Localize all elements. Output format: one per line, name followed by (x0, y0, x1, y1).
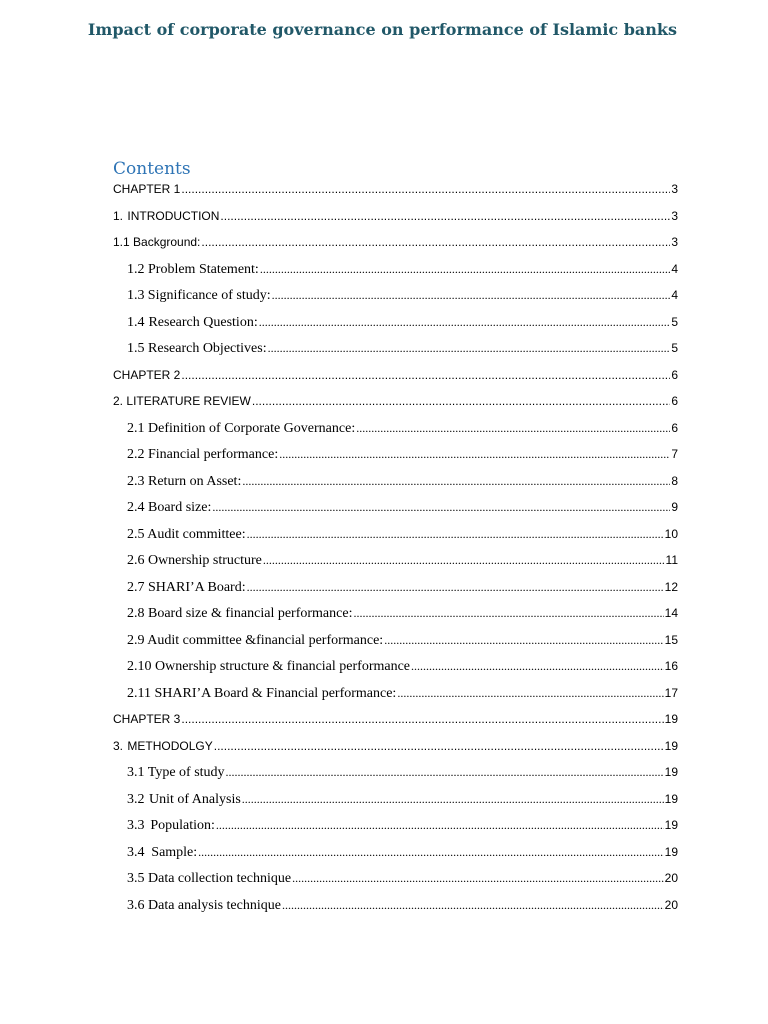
toc-entry-label: Sample: (151, 844, 198, 860)
toc-entry-page-number: 17 (664, 685, 678, 700)
toc-entry[interactable] (113, 182, 678, 202)
toc-entry-number: 1.4 (127, 314, 145, 330)
toc-entry-page-number: 19 (664, 791, 678, 806)
toc-entry[interactable] (113, 447, 678, 467)
dot-leader (272, 288, 671, 304)
toc-entry-label: 2.3 Return on Asset: (127, 473, 242, 489)
toc-entry-label: 2.4 Board size: (127, 500, 212, 515)
toc-entry-number: 3.2 (127, 791, 145, 807)
toc-entry-page-number: 14 (664, 606, 678, 620)
toc-entry-label: Research Objectives: (148, 341, 267, 356)
dot-leader (247, 527, 664, 543)
toc-entry[interactable] (113, 818, 678, 838)
toc-entry-label: 2.1 Definition of Corporate Governance: (127, 420, 356, 436)
dot-leader (247, 580, 664, 596)
toc-entry-label: CHAPTER 3 (113, 712, 181, 726)
toc-entry[interactable] (113, 580, 678, 600)
toc-entry-page-number: 8 (671, 473, 678, 488)
toc-entry[interactable] (113, 315, 678, 335)
toc-entry-page-number: 4 (671, 288, 678, 302)
toc-entry-page-number: 3 (671, 208, 678, 223)
toc-entry-page-number: 7 (671, 447, 678, 461)
toc-entry-label: METHODOLGY (127, 738, 213, 753)
toc-entry-page-number: 3 (671, 182, 678, 196)
dot-leader (242, 792, 664, 808)
toc-entry-page-number: 11 (665, 553, 678, 567)
toc-entry-page-number: 19 (664, 712, 678, 726)
toc-entry-page-number: 5 (671, 314, 678, 329)
dot-leader (201, 235, 670, 249)
toc-entry-page-number: 5 (671, 341, 678, 355)
toc-entry-page-number: 4 (671, 261, 678, 276)
toc-entry[interactable] (113, 871, 678, 891)
toc-entry-number: 3.4 (127, 844, 145, 860)
toc-entry-label: CHAPTER 2 (113, 367, 181, 382)
toc-entry-page-number: 15 (664, 632, 678, 647)
toc-entry[interactable] (113, 739, 678, 759)
toc-entry-page-number: 12 (664, 579, 678, 594)
toc-entry[interactable] (113, 553, 678, 573)
toc-entry-label: 3.5 Data collection technique (127, 871, 292, 886)
toc-entry-label: CHAPTER 1 (113, 182, 181, 196)
dot-leader (397, 686, 663, 702)
toc-entry-label: Unit of Analysis (149, 791, 241, 807)
contents-heading: Contents (113, 159, 191, 179)
dot-leader (259, 315, 671, 331)
toc-entry[interactable] (113, 659, 678, 679)
toc-entry-page-number: 3 (671, 235, 678, 249)
toc-entry-label: LITERATURE REVIEW (126, 394, 251, 408)
dot-leader (279, 447, 670, 463)
toc-entry-page-number: 6 (671, 420, 678, 435)
toc-entry-label: 3.6 Data analysis technique (127, 897, 281, 913)
toc-entry-label: Significance of study: (147, 288, 271, 303)
toc-entry[interactable] (113, 341, 678, 361)
toc-entry-label: 2.11 SHARI’A Board & Financial performance: (127, 685, 397, 701)
toc-entry[interactable] (113, 262, 678, 282)
toc-entry[interactable] (113, 898, 678, 918)
toc-entry-page-number: 19 (664, 765, 678, 779)
dot-leader (198, 845, 663, 861)
toc-entry[interactable] (113, 606, 678, 626)
toc-entry-number: 1.5 (127, 341, 145, 356)
toc-entry[interactable] (113, 394, 678, 414)
toc-entry[interactable] (113, 288, 678, 308)
toc-entry[interactable] (113, 209, 678, 229)
toc-entry-number: 3. (113, 738, 124, 753)
toc-entry-label: 2.9 Audit committee &financial performance: (127, 632, 384, 648)
toc-entry-page-number: 19 (664, 818, 678, 832)
dot-leader (226, 765, 664, 781)
dot-leader (181, 368, 670, 382)
toc-entry[interactable] (113, 527, 678, 547)
toc-entry-page-number: 20 (664, 897, 678, 912)
toc-entry-number: 1.3 (127, 288, 145, 303)
toc-entry-label: INTRODUCTION (127, 208, 220, 223)
dot-leader (181, 182, 670, 196)
toc-entry[interactable] (113, 845, 678, 865)
toc-entry-label: 2.7 SHARI’A Board: (127, 579, 246, 595)
toc-entry-page-number: 16 (664, 659, 678, 673)
toc-entry-page-number: 20 (664, 871, 678, 885)
dot-leader (282, 898, 664, 914)
dot-leader (214, 739, 664, 753)
toc-entry[interactable] (113, 686, 678, 706)
toc-entry[interactable] (113, 474, 678, 494)
toc-entry-label: Research Question: (148, 314, 258, 330)
toc-entry-number: 1. (113, 208, 124, 223)
dot-leader (268, 341, 671, 357)
toc-entry[interactable] (113, 712, 678, 732)
toc-entry[interactable] (113, 765, 678, 785)
dot-leader (292, 871, 664, 887)
dot-leader (411, 659, 664, 675)
dot-leader (353, 606, 663, 622)
dot-leader (260, 262, 670, 278)
toc-entry-label: 2.10 Ownership structure & financial performance (127, 659, 411, 674)
toc-entry-page-number: 19 (664, 738, 678, 753)
dot-leader (252, 394, 670, 408)
dot-leader (181, 712, 663, 726)
dot-leader (263, 553, 665, 569)
toc-entry-label: 2.5 Audit committee: (127, 526, 246, 542)
dot-leader (356, 421, 670, 437)
toc-entry-label: Population: (150, 818, 215, 833)
toc-entry-page-number: 6 (671, 394, 678, 408)
toc-entry-page-number: 10 (664, 526, 678, 541)
dot-leader (216, 818, 664, 834)
toc-entry[interactable] (113, 633, 678, 653)
toc-entry-label: 2.8 Board size & financial performance: (127, 606, 353, 621)
toc-entry-label: 2.2 Financial performance: (127, 447, 279, 462)
toc-entry[interactable] (113, 421, 678, 441)
toc-entry-label: 1.2 Problem Statement: (127, 261, 259, 277)
toc-entry-number: 3.3 (127, 818, 145, 833)
dot-leader (212, 500, 670, 516)
toc-entry[interactable] (113, 792, 678, 812)
toc-entry[interactable] (113, 235, 678, 255)
toc-entry[interactable] (113, 368, 678, 388)
toc-entry[interactable] (113, 500, 678, 520)
toc-entry-page-number: 6 (671, 367, 678, 382)
dot-leader (384, 633, 663, 649)
page-title: Impact of corporate governance on performance of Islamic banks (87, 20, 677, 39)
toc-entry-number: 2. (113, 394, 124, 408)
toc-entry-label: 1.1 Background: (113, 235, 201, 249)
dot-leader (220, 209, 670, 223)
dot-leader (242, 474, 670, 490)
toc-entry-number: 2.6 (127, 553, 145, 568)
toc-entry-page-number: 19 (664, 844, 678, 859)
toc-entry-page-number: 9 (671, 500, 678, 514)
toc-entry-label: 3.1 Type of study (127, 765, 225, 780)
toc-entry-label: Ownership structure (147, 553, 262, 568)
